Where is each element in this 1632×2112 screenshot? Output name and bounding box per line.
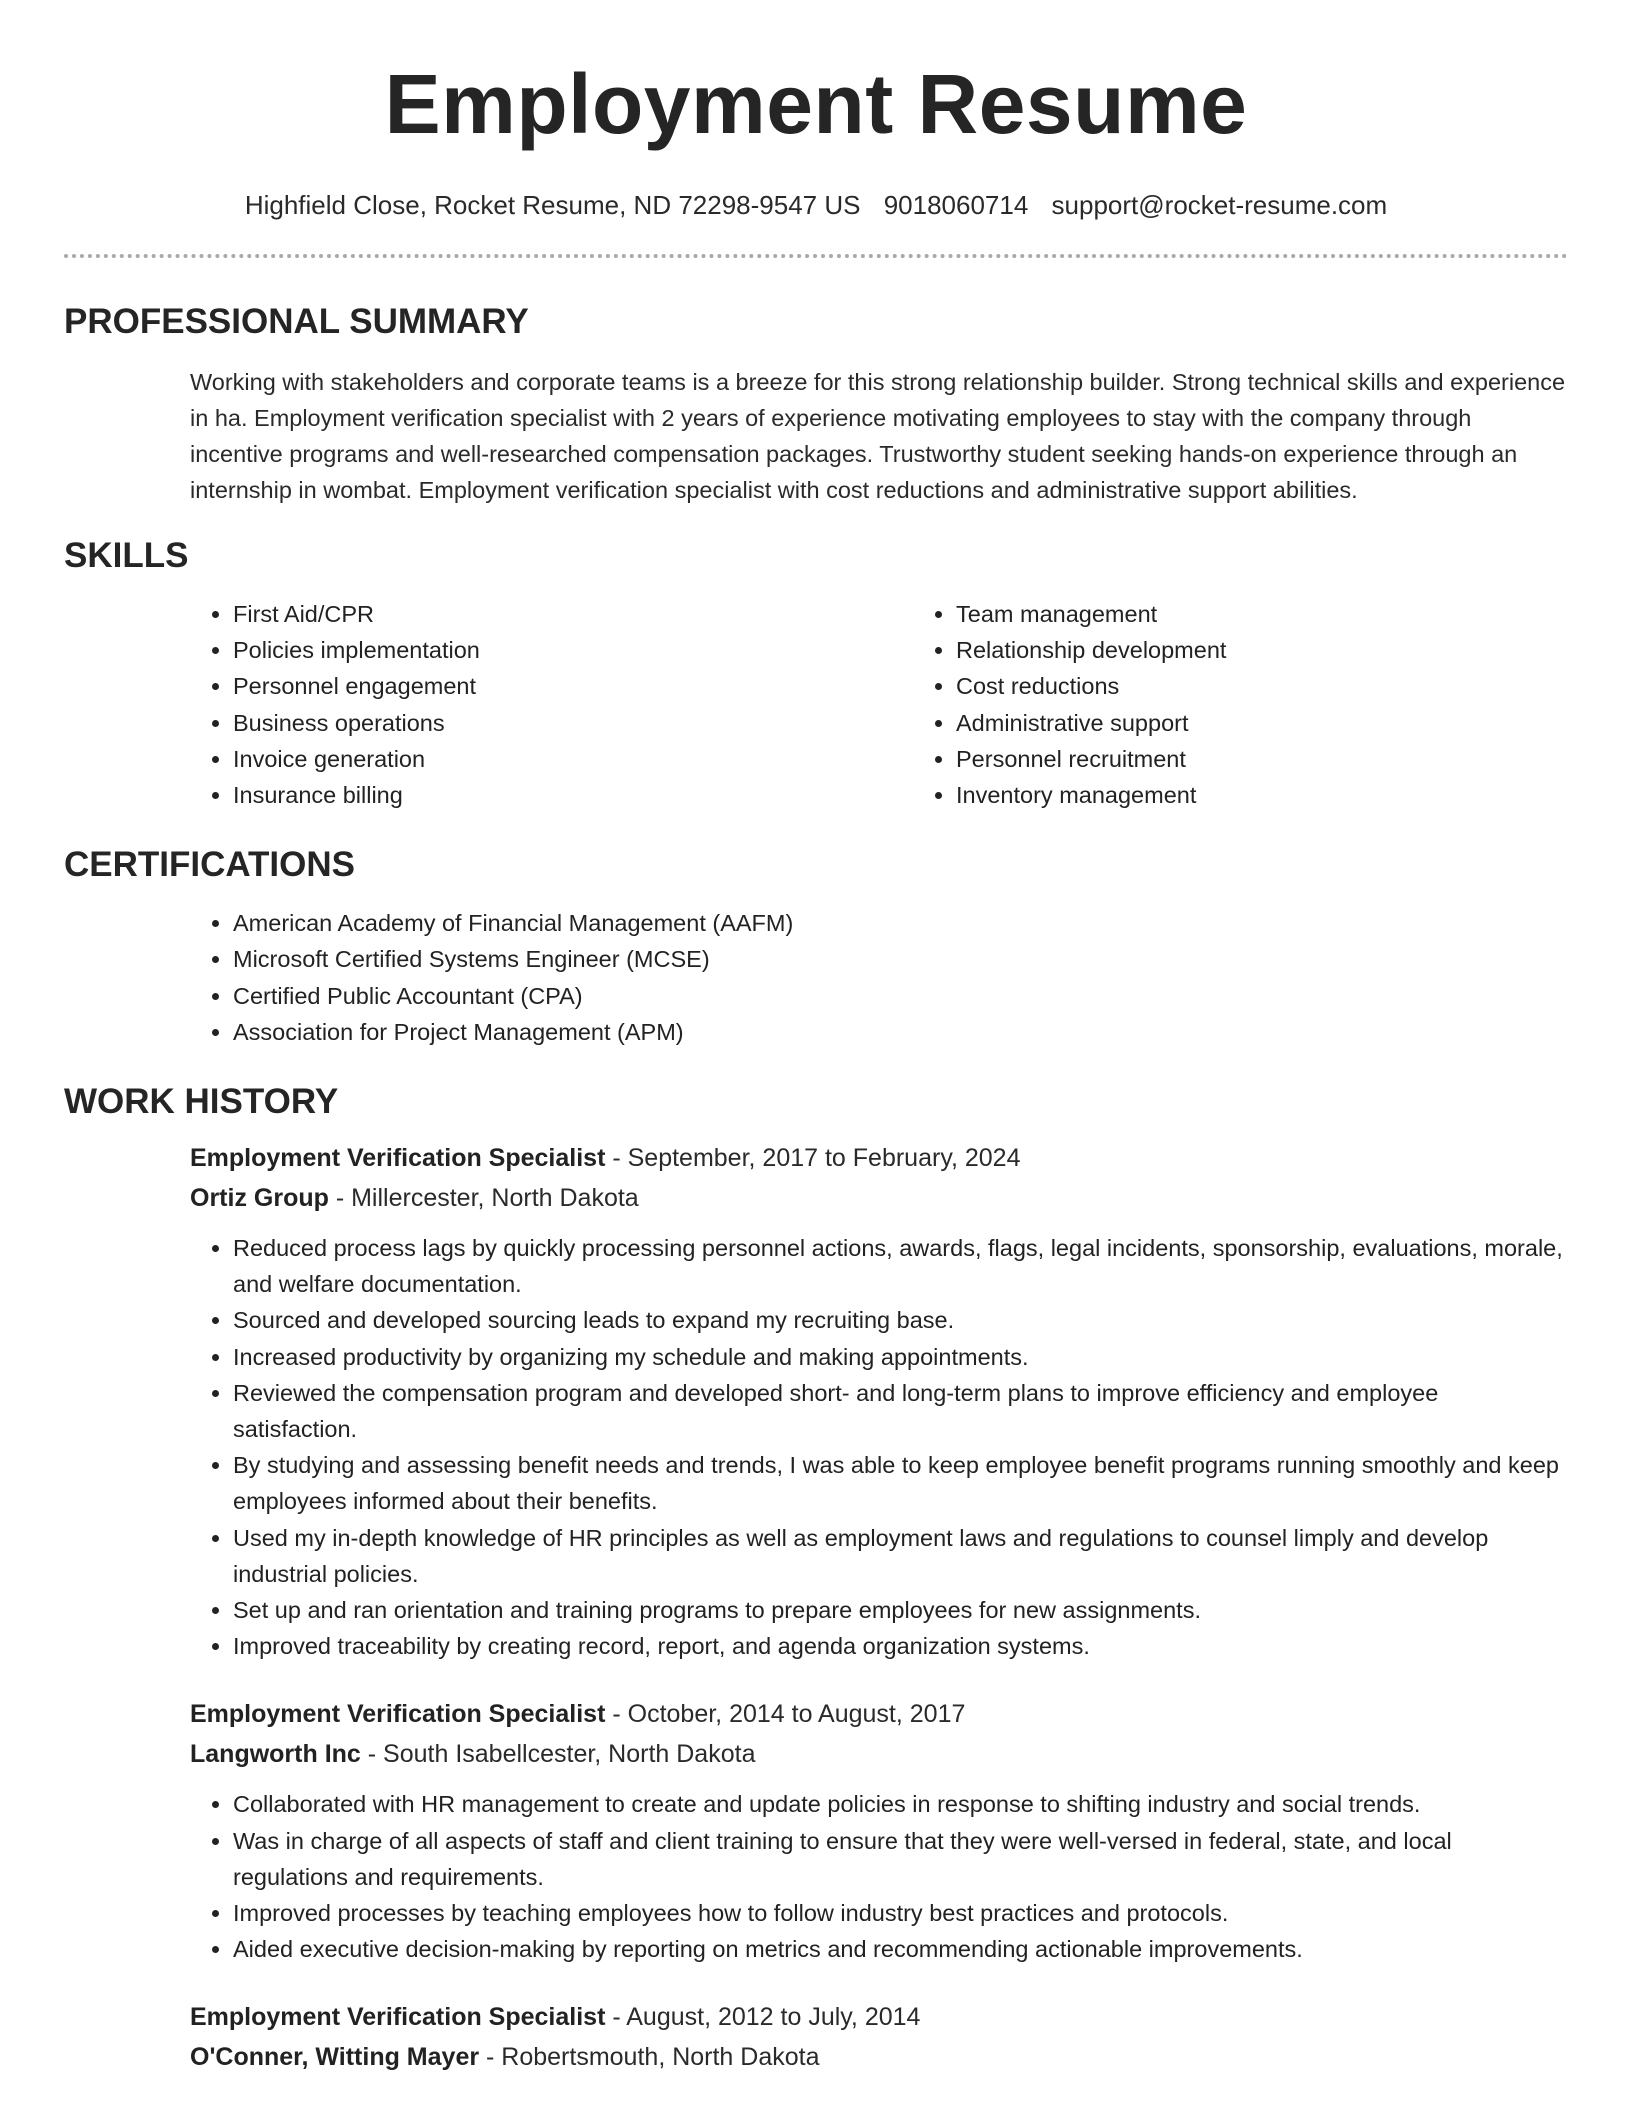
certification-item: • Certified Public Accountant (CPA) — [233, 978, 1568, 1014]
job-bullet: • Improved traceability by creating record, report, and agenda organization systems. — [233, 1628, 1568, 1664]
certification-item: • American Academy of Financial Management (AAFM) — [233, 905, 1568, 941]
skill-item: • Invoice generation — [233, 741, 913, 777]
job-dates: - August, 2012 to July, 2014 — [605, 2003, 921, 2032]
job-location: - Robertsmouth, North Dakota — [479, 2043, 820, 2072]
skill-item: • Insurance billing — [233, 777, 913, 813]
job-role: Employment Verification Specialist — [190, 1700, 606, 1729]
job-title-line — [190, 1997, 1568, 2037]
certification-item: • Association for Project Management (APM) — [233, 1014, 1568, 1050]
job-entry — [0, 1997, 1632, 2077]
certifications-list — [190, 905, 1568, 1050]
job-company: Ortiz Group — [190, 1184, 329, 1213]
skill-item: • Business operations — [233, 705, 913, 741]
skill-item: • Administrative support — [956, 705, 1556, 741]
contact-address: Highfield Close, Rocket Resume, ND 72298-9547 US — [244, 190, 861, 220]
job-company-line — [190, 1178, 1568, 1218]
job-bullet: • Collaborated with HR management to create and update policies in response to shifting industry and social trends. — [233, 1786, 1568, 1822]
job-entry — [0, 1694, 1632, 1967]
skills-list — [190, 596, 1568, 813]
skill-item: • Relationship development — [956, 632, 1556, 668]
job-bullet: • Reviewed the compensation program and developed short- and long-term plans to improve efficiency and employee satisfaction. — [233, 1375, 1568, 1447]
job-company: Langworth Inc — [190, 1740, 361, 1769]
certification-item: • Microsoft Certified Systems Engineer (MCSE) — [233, 941, 1568, 977]
job-entry — [0, 1138, 1632, 1664]
job-bullet: • By studying and assessing benefit needs and trends, I was able to keep employee benefit programs running smoothly and keep employees informed about their benefits. — [233, 1447, 1568, 1519]
job-company-line — [190, 1734, 1568, 1774]
resume-name: Employment Resume — [384, 57, 1248, 151]
contact-email: support@rocket-resume.com — [1051, 190, 1388, 220]
job-location: - South Isabellcester, North Dakota — [360, 1740, 756, 1769]
skill-item: • First Aid/CPR — [233, 596, 913, 632]
job-bullet: • Aided executive decision-making by reporting on metrics and recommending actionable improvements. — [233, 1931, 1568, 1967]
work-history-heading: WORK HISTORY — [64, 1082, 339, 1122]
skill-item: • Inventory management — [956, 777, 1556, 813]
skills-column-left — [190, 596, 913, 813]
skills-heading: SKILLS — [64, 536, 189, 575]
job-bullet: • Used my in-depth knowledge of HR principles as well as employment laws and regulations to counsel limply and develop industrial policies. — [233, 1520, 1568, 1592]
job-company-line — [190, 2037, 1568, 2077]
summary-text: Working with stakeholders and corporate teams is a breeze for this strong relationship builder. Strong technical skills and experience in ha. Employment verification specialist with 2 years of experience motivating employees to stay with the company through incentive programs and well-researched compensation packages. Trustworthy student seeking hands-on experience through an internship in wombat. Employment verification specialist with cost reductions and administrative support abilities. — [190, 369, 1566, 503]
contact-phone: 9018060714 — [883, 190, 1029, 220]
job-bullet: • Was in charge of all aspects of staff and client training to ensure that they were well-versed in federal, state, and local regulations and requirements. — [233, 1823, 1568, 1895]
job-bullet: • Reduced process lags by quickly processing personnel actions, awards, flags, legal incidents, sponsorship, evaluations, morale, and welfare documentation. — [233, 1230, 1568, 1302]
contact-line — [0, 188, 1632, 222]
skills-column-right — [913, 596, 1556, 813]
job-location: - Millercester, North Dakota — [328, 1184, 639, 1213]
job-bullet: • Set up and ran orientation and training programs to prepare employees for new assignments. — [233, 1592, 1568, 1628]
job-bullets — [190, 1786, 1568, 1967]
job-title-line — [190, 1138, 1568, 1178]
skill-item: • Policies implementation — [233, 632, 913, 668]
job-role: Employment Verification Specialist — [190, 2003, 606, 2032]
job-title-line — [190, 1694, 1568, 1734]
job-bullets — [190, 1230, 1568, 1664]
skill-item: • Personnel recruitment — [956, 741, 1556, 777]
skill-item: • Cost reductions — [956, 668, 1556, 704]
certifications-heading: CERTIFICATIONS — [64, 845, 356, 885]
header-divider — [64, 254, 1568, 258]
job-dates: - October, 2014 to August, 2017 — [605, 1700, 966, 1729]
job-bullet: • Sourced and developed sourcing leads to expand my recruiting base. — [233, 1302, 1568, 1338]
job-role: Employment Verification Specialist — [190, 1144, 606, 1173]
summary-heading: PROFESSIONAL SUMMARY — [64, 302, 529, 341]
job-dates: - September, 2017 to February, 2024 — [605, 1144, 1021, 1173]
skill-item: • Personnel engagement — [233, 668, 913, 704]
skill-item: • Team management — [956, 596, 1556, 632]
job-bullet: • Increased productivity by organizing my schedule and making appointments. — [233, 1339, 1568, 1375]
job-bullet: • Improved processes by teaching employees how to follow industry best practices and protocols. — [233, 1895, 1568, 1931]
job-company: O'Conner, Witting Mayer — [190, 2043, 480, 2072]
